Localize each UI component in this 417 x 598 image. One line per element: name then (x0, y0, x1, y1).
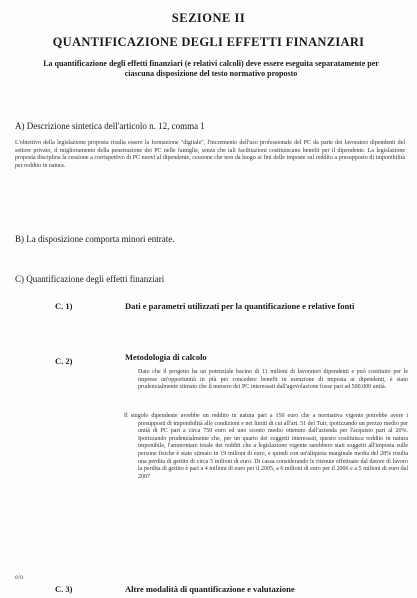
c1-text: Dati e parametri utilizzati per la quantificazione e relative fonti (125, 301, 355, 311)
main-title: QUANTIFICAZIONE DEGLI EFFETTI FINANZIARI (52, 35, 365, 49)
c2-paragraph-1: Dato che il progetto ha un potenziale bacino di 11 milioni di lavoratori dipendenti e può costituire per le imprese un'opportunità in più per concedere benefit in esenzione di imposta ai dipendenti, è stato prudenzialmente stimato che il numero dei PC interessati dall'agevolazione fosse pari ad 500.000 unità. (138, 369, 408, 391)
section-a-text: L'obiettivo della legislazione proposta risulta essere la formazione "digitale", l'incremento dell'uso professionale del PC da parte dei lavoratori dipendenti del settore privato, il miglioramento della penetrazione dei PC nelle famiglie, senza che tali facilitazioni costituiscano benefit per il dipendente. La legislazione proposta disciplina la cessione a corrispettivo di PC nuovi al dipendente, cessione che non da luogo ai fini delle imposte sul reddito a presupposto di imponibilità per reddito in natura. (15, 140, 405, 169)
margin-mark: e/o (15, 573, 24, 581)
c2-paragraph-2: Il singolo dipendente avrebbe un reddito in natura pari a 150 euro che a normativa vigente potrebbe avere i presupposti di imponibilità alle condizioni e nei limiti di cui all'art. 51 del Tuir, ipotizzando un prezzo medio per unità di PC pari a circa 750 euro ed uno sconto medio ottenuto dall'azienda per l'acquisto pari al 20%. Ipotizzando prudenzialmente che, per un quarto dei soggetti interessati, questo costituisca reddito in natura imponibile, l'ammontare totale dei redditi che a legislazione vigente sarebbero stati soggetti all'imposta sulle persone fisiche è stato stimato in 19 milioni di euro, e quindi con un'aliquota marginale media del 28% risulta una perdita di gettito di circa 5 milioni di euro. Di cassa considerando le ritenute effettuate dal datore di lavoro la perdita di gettito è pari a 4 milioni di euro per il 2005, a 6 milioni di euro per il 2006 e a 5 milioni di euro dal 2007 (124, 413, 408, 480)
section-b-heading: B) La disposizione comporta minori entrate. (15, 234, 175, 244)
c3-number: C. 3) (55, 584, 73, 594)
section-title: SEZIONE II (171, 11, 246, 25)
c2-title: Metodologia di calcolo (125, 352, 207, 362)
section-a-heading: A) Descrizione sintetica dell'articolo n. 12, comma 1 (15, 121, 205, 131)
c2-number: C. 2) (55, 356, 73, 366)
section-c-heading: C) Quantificazione degli effetti finanziari (15, 274, 165, 284)
c3-text: Altre modalità di quantificazione e valutazione (125, 584, 295, 594)
intro-text: La quantificazione degli effetti finanziari (e relativi calcoli) deve essere eseguita separatamente per ciascuna disposizione del testo normativo proposto (43, 59, 379, 78)
c1-number: C. 1) (55, 301, 73, 311)
